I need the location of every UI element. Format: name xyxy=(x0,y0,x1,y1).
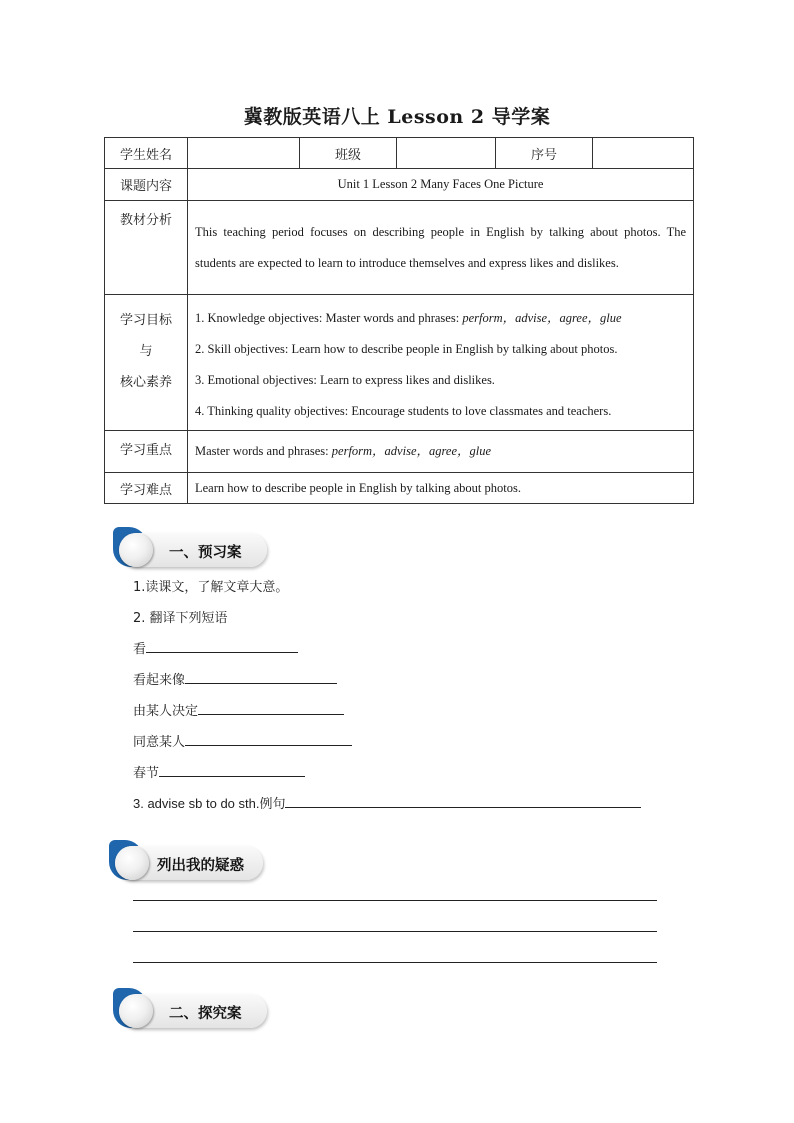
table-row xyxy=(105,138,694,169)
section-title: 二、探究案 xyxy=(169,1006,242,1022)
goal-2: 2. Skill objectives: Learn how to describe people in English by talking about photos. xyxy=(195,341,618,356)
key-content: Master words and phrases: perform，advise，agree，glue xyxy=(188,431,694,473)
section-title: 列出我的疑惑 xyxy=(157,858,244,874)
phrase-row xyxy=(133,762,305,781)
key-words: perform，advise，agree，glue xyxy=(331,444,492,458)
writing-line[interactable] xyxy=(133,962,657,963)
info-table xyxy=(104,137,694,504)
answer-blank[interactable] xyxy=(198,700,344,715)
example-label: 3. advise sb to do sth.例句 xyxy=(133,796,286,811)
phrase-row xyxy=(133,700,344,719)
goals-content xyxy=(188,295,694,431)
phrase-row xyxy=(133,731,352,750)
table-row xyxy=(105,169,694,201)
topic-value: Unit 1 Lesson 2 Many Faces One Picture xyxy=(188,169,694,201)
difficult-label: 学习难点 xyxy=(105,473,188,504)
goal-4: 4. Thinking quality objectives: Encourage students to love classmates and teachers. xyxy=(195,403,612,418)
phrase-row xyxy=(133,638,298,657)
topic-label: 课题内容 xyxy=(105,169,188,201)
table-row xyxy=(105,473,694,504)
class-cell[interactable] xyxy=(397,138,496,169)
analysis-label: 教材分析 xyxy=(105,201,188,295)
phrase-row xyxy=(133,669,337,688)
goals-label-line3: 核心素养 xyxy=(119,375,172,390)
student-name-label: 学生姓名 xyxy=(105,138,188,169)
goals-label-line1: 学习目标 xyxy=(119,313,172,328)
table-row xyxy=(105,295,694,431)
key-label: 学习重点 xyxy=(105,431,188,473)
preview-item-2: 2. 翻译下列短语 xyxy=(133,611,228,626)
globe-icon xyxy=(119,533,153,567)
goals-label-line2: 与 xyxy=(139,344,153,359)
seat-cell[interactable] xyxy=(593,138,694,169)
goal-3: 3. Emotional objectives: Learn to express likes and dislikes. xyxy=(195,372,495,387)
student-name-cell[interactable] xyxy=(188,138,300,169)
goal-1-words: perform，advise，agree，glue xyxy=(462,310,622,325)
seat-label: 序号 xyxy=(496,138,593,169)
phrase-label: 春节 xyxy=(133,766,160,781)
answer-blank[interactable] xyxy=(146,638,298,653)
table-row xyxy=(105,431,694,473)
goals-label xyxy=(105,295,188,431)
analysis-text: This teaching period focuses on describing people in English by talking about photos. The students are expected to learn to introduce themselves and express likes and dislikes. xyxy=(188,201,694,295)
difficult-content: Learn how to describe people in English by talking about photos. xyxy=(188,473,694,504)
globe-icon xyxy=(119,994,153,1028)
answer-blank[interactable] xyxy=(159,762,305,777)
writing-line[interactable] xyxy=(133,900,657,901)
phrase-label: 由某人决定 xyxy=(133,704,199,719)
answer-blank[interactable] xyxy=(185,669,337,684)
globe-icon xyxy=(115,846,149,880)
phrase-label: 看 xyxy=(133,642,147,657)
answer-blank[interactable] xyxy=(185,731,352,746)
goal-1: 1. Knowledge objectives: Master words and phrases: perform，advise，agree，glue xyxy=(195,310,622,325)
class-label: 班级 xyxy=(300,138,397,169)
section-title: 一、预习案 xyxy=(169,545,242,561)
preview-item-1: 1.读课文，了解文章大意。 xyxy=(133,580,289,595)
writing-line[interactable] xyxy=(133,931,657,932)
table-row xyxy=(105,201,694,295)
answer-blank[interactable] xyxy=(285,793,641,808)
phrase-label: 看起来像 xyxy=(133,673,186,688)
page-title: 冀教版英语八上 Lesson 2 导学案 xyxy=(243,106,551,128)
phrase-row xyxy=(133,793,641,812)
phrase-label: 同意某人 xyxy=(133,735,186,750)
